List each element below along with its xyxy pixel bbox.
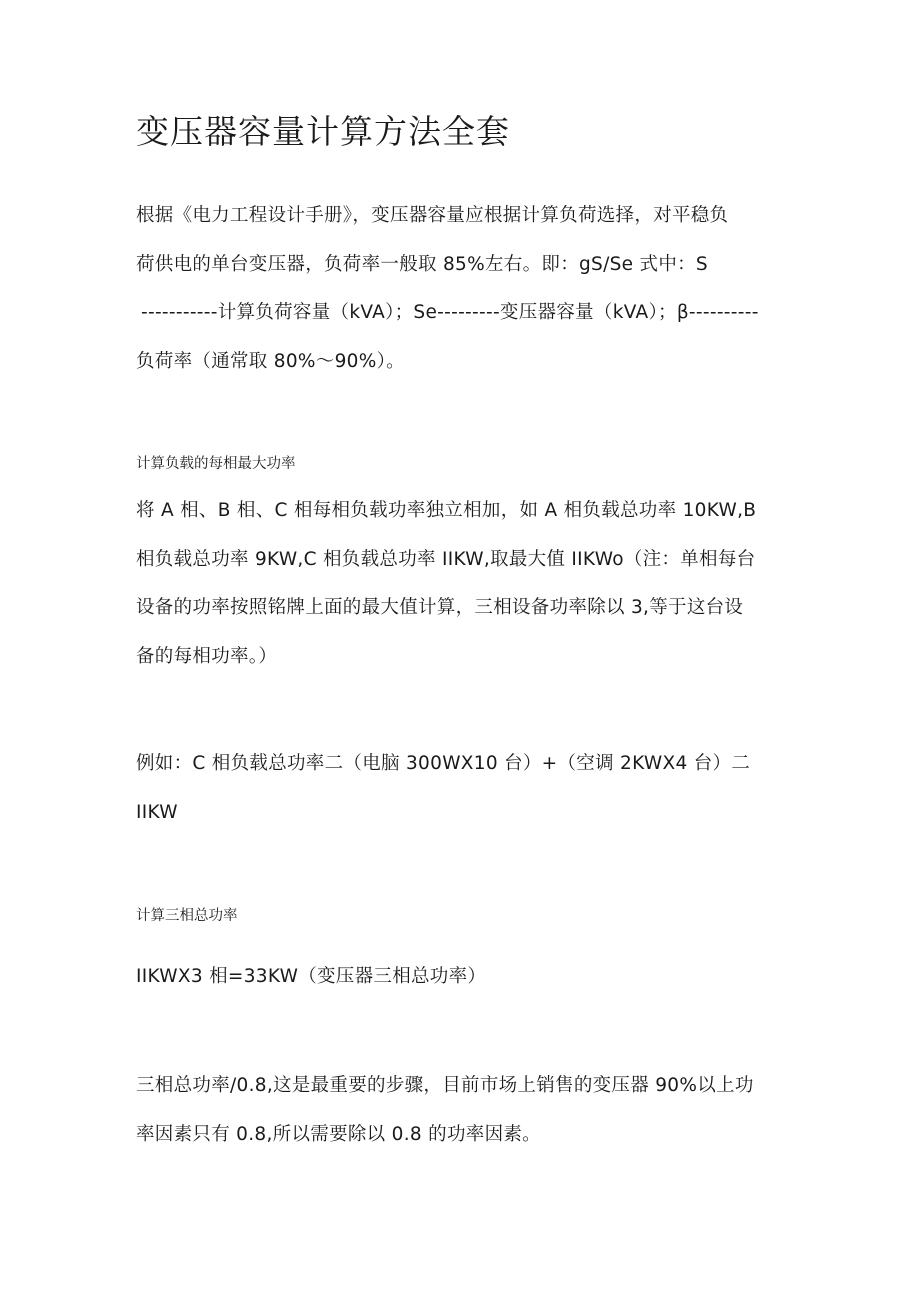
page-title: 变压器容量计算方法全套 (136, 112, 510, 151)
example-line: IIKW (136, 801, 178, 823)
intro-line: 荷供电的单台变压器，负荷率一般取 85%左右。即：gS/Se 式中：S (136, 253, 708, 275)
three-phase-paragraph (136, 953, 786, 1002)
power-factor-paragraph (136, 1062, 786, 1159)
per-phase-line: 备的每相功率。） (136, 645, 278, 667)
section-heading-per-phase: 计算负载的每相最大功率 (136, 456, 296, 472)
per-phase-line: 相负载总功率 9KW,C 相负载总功率 IIKW,取最大值 IIKWo（注：单相每台 (136, 548, 756, 570)
example-line: 例如：C 相负载总功率二（电脑 300WX10 台）+（空调 2KWX4 台）二 (136, 753, 751, 774)
intro-line: -----------计算负荷容量（kVA）；Se---------变压器容量（kVA）；β---------- (141, 302, 759, 323)
per-phase-line: 将 A 相、B 相、C 相每相负载功率独立相加，如 A 相负载总功率 10KW,B (136, 500, 757, 521)
three-phase-line: IIKWX3 相=33KW（变压器三相总功率） (136, 966, 487, 987)
intro-line: 根据《电力工程设计手册》，变压器容量应根据计算负荷选择，对平稳负 (136, 205, 729, 226)
per-phase-line: 设备的功率按照铭牌上面的最大值计算，三相设备功率除以 3,等于这台设 (136, 597, 744, 618)
intro-paragraph (136, 192, 786, 386)
intro-line: 负荷率（通常取 80%～90%）。 (136, 350, 405, 372)
example-paragraph (136, 740, 786, 837)
power-factor-line: 三相总功率/0.8,这是最重要的步骤，目前市场上销售的变压器 90%以上功 (136, 1075, 754, 1096)
power-factor-line: 率因素只有 0.8,所以需要除以 0.8 的功率因素。 (136, 1123, 541, 1145)
section-heading-three-phase: 计算三相总功率 (136, 908, 238, 924)
per-phase-paragraph (136, 487, 786, 681)
